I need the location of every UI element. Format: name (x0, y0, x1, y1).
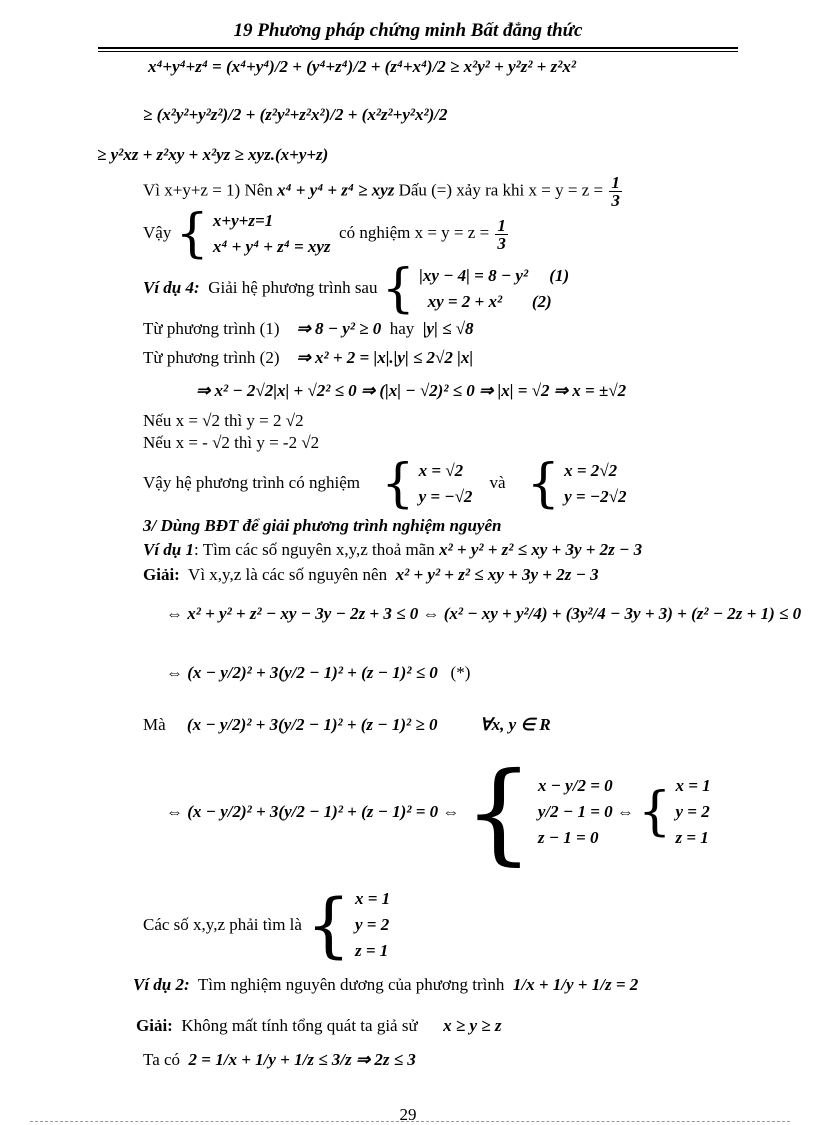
text-co-nghiem: có nghiệm (339, 222, 411, 242)
line-squares-inequality (166, 662, 470, 684)
frac-denominator: 3 (611, 191, 620, 210)
math-equality: x = y = z = (414, 222, 490, 242)
example-4-text: Giải hệ phương trình sau (208, 277, 378, 297)
page-header-title: 19 Phương pháp chứng minh Bất đẳng thức (233, 20, 583, 41)
math: ⇔ (x − y/2)² + 3(y/2 − 1)² + (z − 1)² = 0 ⇔ (166, 802, 460, 821)
line-case-positive: Nếu x = √2 thì y = 2 √2 (143, 411, 304, 430)
system-results (675, 773, 710, 851)
line-we-have (143, 1049, 416, 1071)
text-hay: hay (389, 319, 415, 338)
left-brace: { (526, 454, 560, 514)
line-from-equation-1 (143, 318, 474, 340)
line-numbers-found (143, 886, 390, 964)
sol-eq-2: y = −2√2 (564, 487, 627, 506)
solution-label: Giải: (143, 565, 180, 584)
text: Các số x,y,z phải tìm là (143, 915, 302, 934)
line-derivation: ⇒ x² − 2√2|x| + √2² ≤ 0 ⇒ (|x| − √2)² ≤ 0 ⇒ |x| = √2 ⇒ x = ±√2 (196, 381, 627, 400)
left-brace: { (175, 204, 209, 264)
line-system-solution (143, 204, 510, 264)
math: 1/x + 1/y + 1/z = 2 (512, 975, 639, 994)
text: Từ phương trình (1) (143, 319, 280, 338)
star-label: (*) (450, 663, 471, 682)
line-case-negative: Nếu x = - √2 thì y = -2 √2 (143, 433, 320, 452)
section-heading-3: 3/ Dùng BĐT để giải phương trình nghiệm nguyên (143, 516, 502, 535)
line-system-conclusion (143, 454, 627, 514)
solution-system-1 (419, 458, 473, 510)
left-brace: { (381, 454, 415, 514)
math: x² + y² + z² ≤ xy + 3y + 2z − 3 (395, 565, 599, 584)
text-dau: Dấu (=) xảy ra khi (398, 180, 525, 200)
line-example-1 (143, 539, 642, 561)
line-squares-equal-zero (166, 748, 711, 876)
result-y: y = 2 (355, 915, 390, 934)
line-inequality-step-2: ≥ (x²y²+y²z²)/2 + (z²y²+z²x²)/2 + (x²z²+y²x²)/2 (143, 105, 448, 124)
system-conditions (538, 773, 613, 851)
example-2-label: Ví dụ 2: (133, 975, 190, 994)
left-brace: { (306, 884, 351, 966)
text: Từ phương trình (2) (143, 348, 280, 367)
example-1-label: Ví dụ 1 (143, 540, 195, 559)
line-solution-2 (136, 1015, 502, 1037)
left-brace: { (463, 748, 534, 876)
math: x ≥ y ≥ z (443, 1016, 502, 1035)
line-inequality-step-3: ≥ y²xz + z²xy + x²yz ≥ xyz.(x+y+z) (97, 145, 329, 164)
left-brace: { (381, 259, 415, 319)
line-transform-1: ⇔ x² + y² + z² − xy − 3y − 2z + 3 ≤ 0 ⇔ (x² − xy + y²/4) + (3y²/4 − 3y + 3) + (z² − 2z + 1) ≤ 0 (166, 604, 802, 623)
result-x: x = 1 (355, 889, 391, 908)
frac-numerator: 1 (611, 173, 620, 192)
result-z: z = 1 (355, 941, 389, 960)
text-vay: Vậy (143, 222, 172, 242)
math: |y| ≤ √8 (422, 319, 474, 338)
math: (x − y/2)² + 3(y/2 − 1)² + (z − 1)² ≥ 0 (186, 715, 438, 734)
result-z: z = 1 (675, 828, 709, 847)
equation-system (213, 208, 331, 260)
line-sum-of-fourth-powers: x⁴+y⁴+z⁴ = (x⁴+y⁴)/2 + (y⁴+z⁴)/2 + (z⁴+x⁴)/2 ≥ x²y² + y²z² + z²x² (148, 57, 576, 76)
cond-1: x − y/2 = 0 (537, 776, 613, 795)
sol-eq-1: x = 2√2 (564, 461, 618, 480)
page-number: 29 (399, 1105, 417, 1124)
math: ⇒ 8 − y² ≥ 0 (296, 319, 382, 338)
text: Vậy hệ phương trình có nghiệm (143, 472, 360, 492)
math: ⇒ x² + 2 = |x|.|y| ≤ 2√2 |x| (296, 348, 474, 367)
line-example-4 (143, 259, 570, 319)
solution-label: Giải: (136, 1016, 173, 1035)
math-equality: x = y = z = (528, 180, 604, 200)
system-eq-1: x+y+z=1 (212, 211, 274, 230)
text: Không mất tính tổng quát ta giả sử (181, 1016, 418, 1035)
page-bottom-border (30, 1121, 790, 1122)
header-rule-thick (98, 47, 738, 49)
math: ⇔ (x − y/2)² + 3(y/2 − 1)² + (z − 1)² ≤ 0 (166, 663, 438, 682)
system-eq-2: xy = 2 + x² (2) (427, 292, 552, 311)
frac-denominator: 3 (497, 233, 506, 253)
solution-system-2 (564, 458, 626, 510)
example-4-label: Ví dụ 4: (143, 277, 200, 297)
text-vi: Vì x+y+z = 1) Nên (143, 180, 273, 200)
math: x² + y² + z² ≤ xy + 3y + 2z − 3 (439, 540, 643, 559)
math-equiv: ⇔ (616, 802, 634, 821)
example-1-text: : Tìm các số nguyên x,y,z thoả mãn (194, 540, 435, 559)
system-eq-2: x⁴ + y⁴ + z⁴ = xyz (212, 237, 331, 256)
line-example-2 (133, 974, 638, 996)
line-but (143, 714, 551, 736)
sol-eq-1: x = √2 (418, 461, 464, 480)
cond-2: y/2 − 1 = 0 (537, 802, 613, 821)
math-forall: ∀x, y ∈ R (479, 715, 551, 734)
system-eq-1: |xy − 4| = 8 − y² (1) (419, 266, 570, 285)
text: Ta có (143, 1050, 181, 1069)
left-brace: { (638, 782, 672, 842)
line-conclusion-equality (143, 174, 624, 209)
sol-eq-2: y = −√2 (418, 487, 473, 506)
fraction-one-third (609, 174, 622, 209)
frac-numerator: 1 (497, 215, 506, 235)
math: 2 = 1/x + 1/y + 1/z ≤ 3/z ⇒ 2z ≤ 3 (188, 1050, 416, 1069)
header-rule-thin (98, 51, 738, 52)
result-y: y = 2 (675, 802, 710, 821)
system-results (355, 886, 390, 964)
example-2-text: Tìm nghiệm nguyên dương của phương trình (197, 975, 505, 994)
math-inequality: x⁴ + y⁴ + z⁴ ≥ xyz (277, 180, 395, 200)
text-va: và (489, 472, 506, 492)
result-x: x = 1 (675, 776, 711, 795)
cond-3: z − 1 = 0 (537, 828, 599, 847)
line-solution-1 (143, 564, 599, 586)
text: Vì x,y,z là các số nguyên nên (188, 565, 388, 584)
text-ma: Mà (143, 715, 166, 734)
fraction-one-third (495, 217, 508, 252)
equation-system (419, 263, 569, 315)
line-from-equation-2 (143, 347, 473, 369)
